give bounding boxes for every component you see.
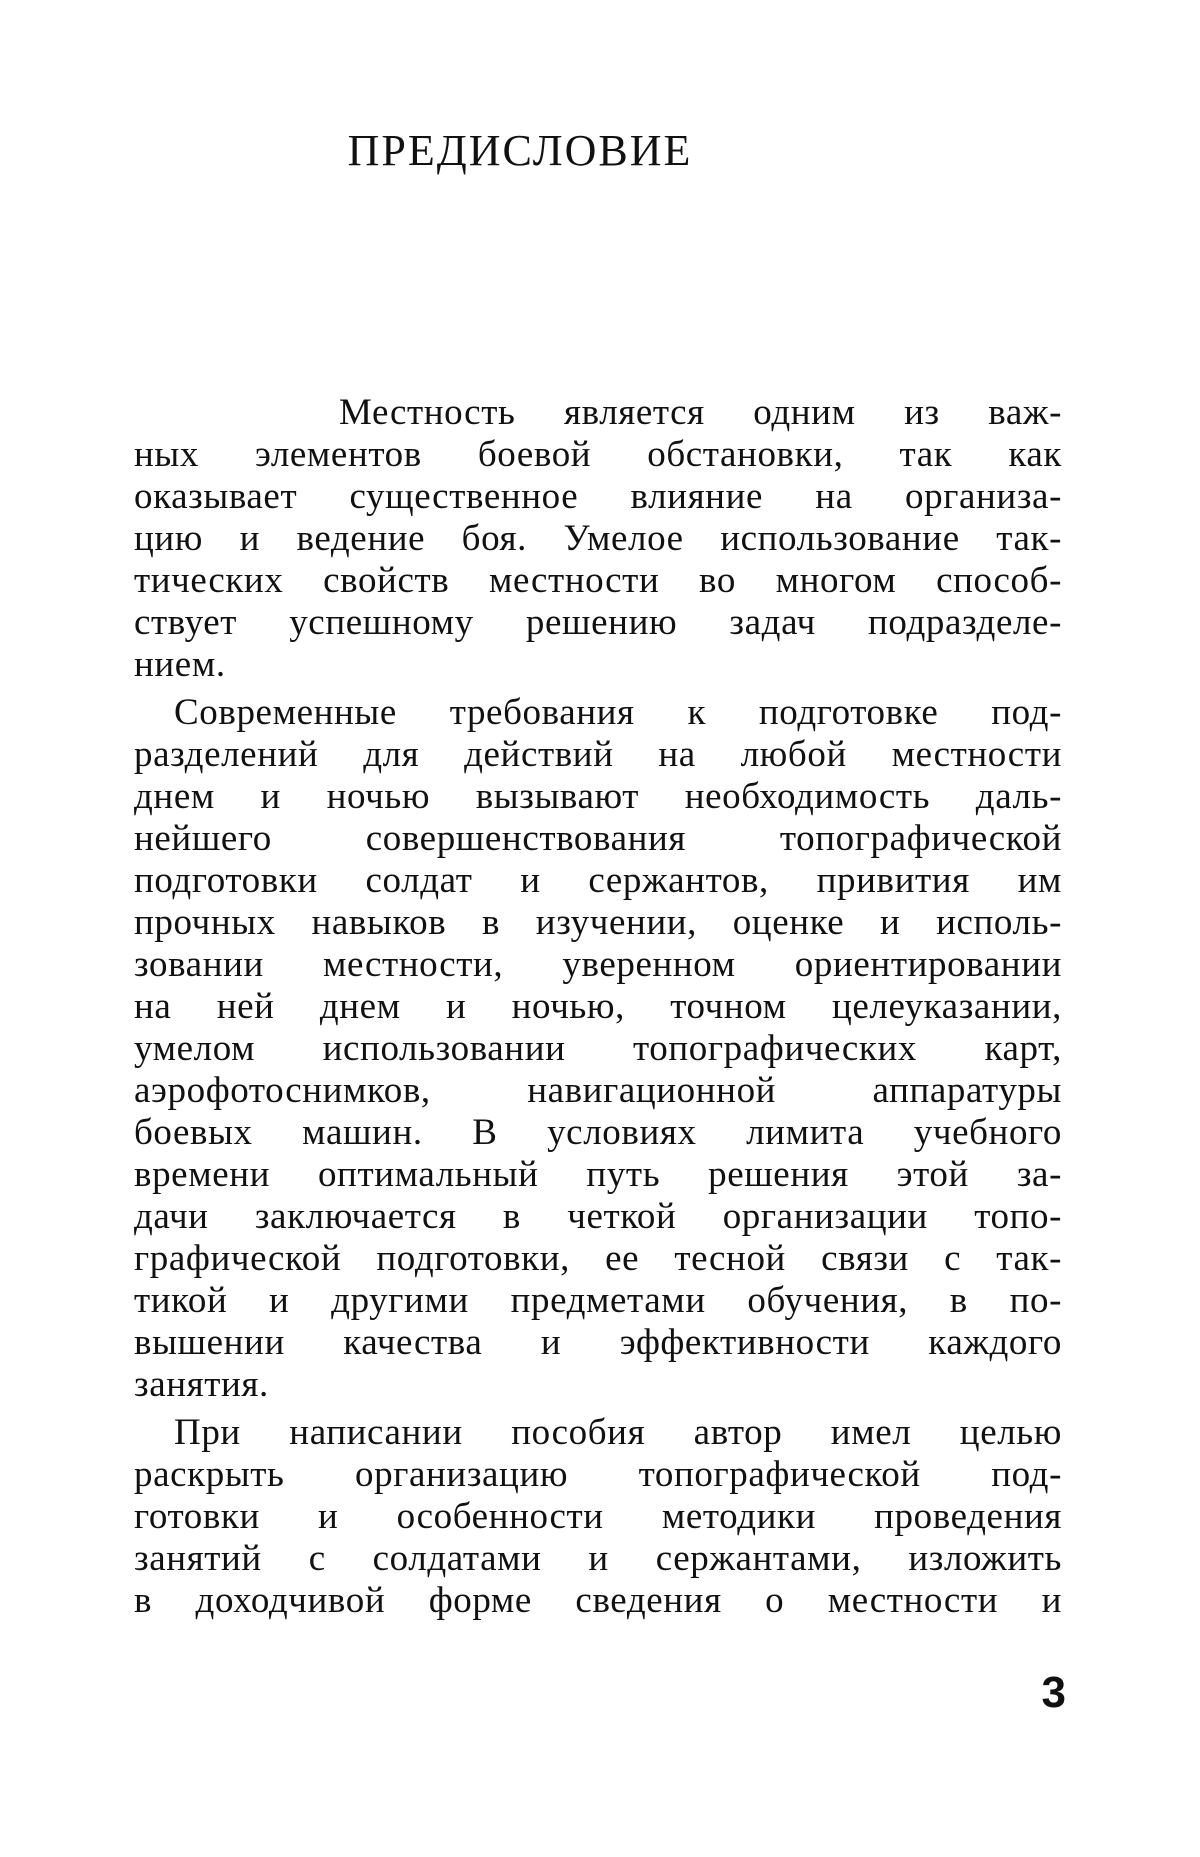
text-line: вышении качества и эффективности каждого [134,1322,1062,1363]
text-line: зовании местности, уверенном ориентировании [134,944,1062,985]
text-line: боевых машин. В условиях лимита учебного [134,1112,1062,1153]
text-line: готовки и особенности методики проведения [134,1496,1062,1537]
text-line: раскрыть организацию топографической под- [134,1454,1062,1495]
text-line: цию и ведение боя. Умелое использование так- [134,518,1062,559]
text-line: оказывает существенное влияние на организа- [134,476,1062,517]
text-line: графической подготовки, ее тесной связи с так- [134,1238,1062,1279]
text-line: При написании пособия автор имел целью [174,1412,1062,1453]
text-line: занятия. [134,1364,269,1405]
text-line: занятий с солдатами и сержантами, изложить [134,1538,1062,1579]
text-line: на ней днем и ночью, точном целеуказании, [134,986,1062,1027]
preface-body [134,392,1062,1622]
text-line: Местность является одним из важ- [339,392,1062,433]
text-line: днем и ночью вызывают необходимость даль- [134,776,1062,817]
page-number: 3 [1041,1668,1066,1717]
text-line: тикой и другими предметами обучения, в по- [134,1280,1062,1321]
text-line: времени оптимальный путь решения этой за- [134,1154,1062,1195]
text-line: аэрофотоснимков, навигационной аппаратуры [134,1070,1062,1111]
text-line: тических свойств местности во многом способ- [134,560,1062,601]
page-heading: ПРЕДИСЛОВИЕ [347,126,693,175]
paragraph-1 [134,392,1062,686]
text-line: ных элементов боевой обстановки, так как [134,434,1062,475]
text-line: подготовки солдат и сержантов, привития им [134,860,1062,901]
text-line: ствует успешному решению задач подразделе- [134,602,1062,643]
paragraph-3 [134,1412,1062,1622]
text-line: прочных навыков в изучении, оценке и исполь- [134,902,1062,943]
text-line: нием. [134,644,226,685]
text-line: в доходчивой форме сведения о местности и [134,1580,1062,1621]
text-line: нейшего совершенствования топографической [134,818,1062,859]
text-line: дачи заключается в четкой организации топо- [134,1196,1062,1237]
text-line: Современные требования к подготовке под- [174,692,1062,733]
text-line: умелом использовании топографических карт, [134,1028,1062,1069]
paragraph-2 [134,692,1062,1406]
text-line: разделений для действий на любой местности [134,734,1062,775]
